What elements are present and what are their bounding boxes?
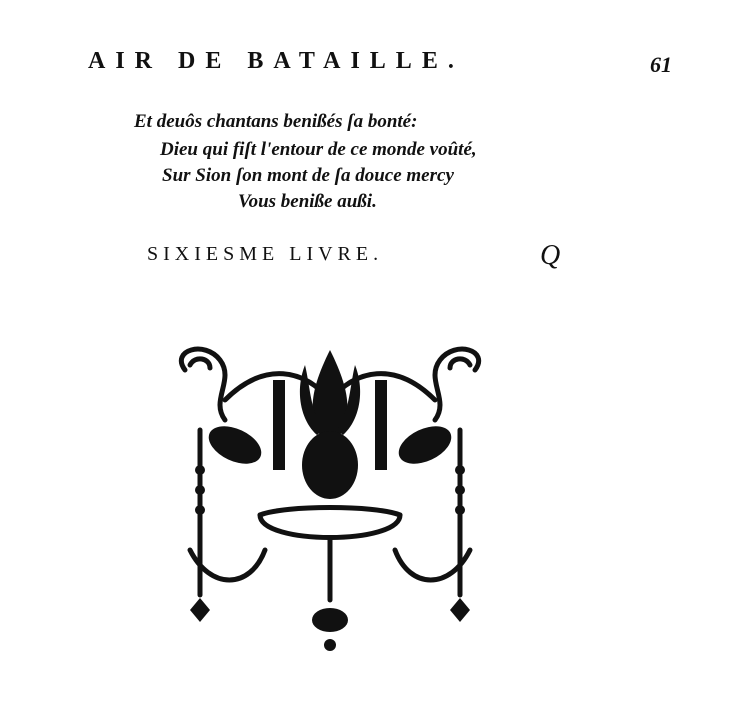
verse-line-3: Sur Sion ſon mont de ſa douce mercy bbox=[162, 165, 454, 186]
signature-mark: Q bbox=[540, 240, 561, 271]
grotesque-mask-ornament-icon bbox=[165, 340, 495, 670]
verse-line-2: Dieu qui fiſt l'entour de ce monde voûté, bbox=[160, 139, 477, 160]
page-number: 61 bbox=[650, 52, 672, 77]
verse-line-1: Et deuôs chantans benißés ſa bonté: bbox=[134, 111, 418, 132]
verse-line-4: Vous beniße außi. bbox=[238, 191, 377, 212]
book-title: SIXIESME LIVRE. bbox=[147, 243, 384, 265]
running-title: AIR DE BATAILLE. bbox=[88, 48, 464, 74]
